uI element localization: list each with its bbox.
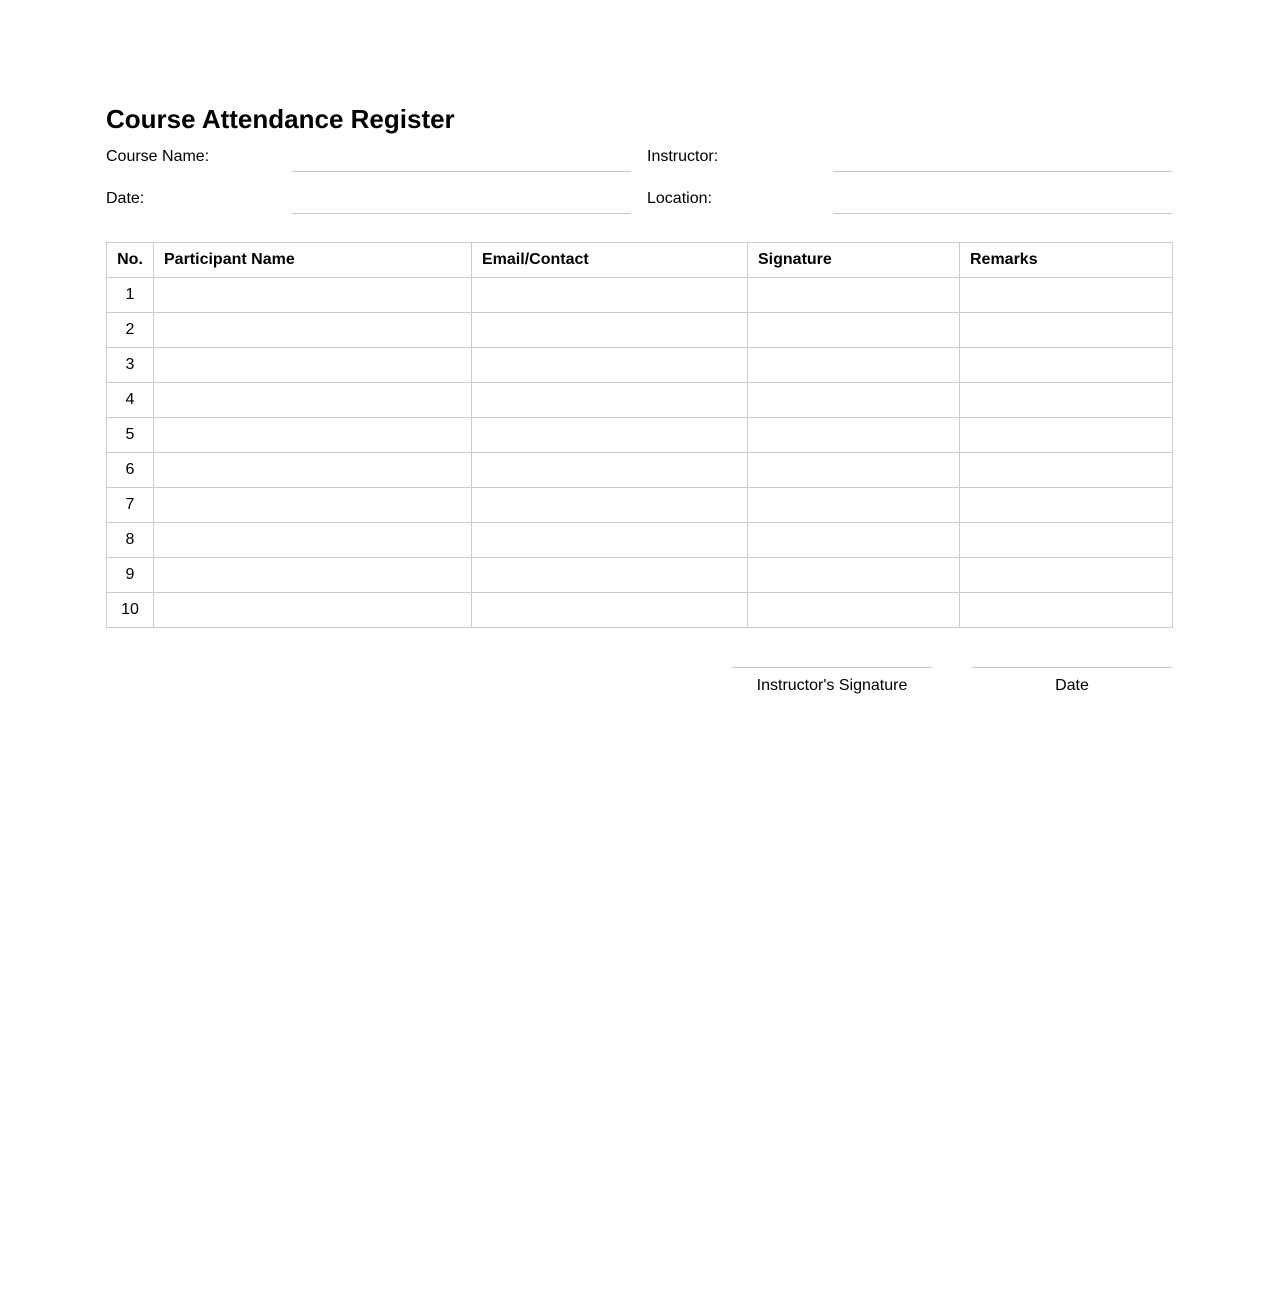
header-remarks: Remarks — [960, 243, 1173, 278]
remarks-cell[interactable] — [960, 278, 1173, 313]
signature-cell[interactable] — [748, 278, 960, 313]
signature-cell[interactable] — [748, 418, 960, 453]
table-row — [107, 593, 1173, 628]
participant-name-cell[interactable] — [154, 558, 472, 593]
row-number: 3 — [107, 348, 154, 383]
participant-name-cell[interactable] — [154, 278, 472, 313]
remarks-cell[interactable] — [960, 453, 1173, 488]
row-number: 10 — [107, 593, 154, 628]
table-row — [107, 558, 1173, 593]
signature-cell[interactable] — [748, 453, 960, 488]
signature-cell[interactable] — [748, 348, 960, 383]
email-contact-cell[interactable] — [472, 453, 748, 488]
signature-date-block — [972, 667, 1172, 696]
table-row — [107, 418, 1173, 453]
table-row — [107, 523, 1173, 558]
remarks-cell[interactable] — [960, 348, 1173, 383]
email-contact-cell[interactable] — [472, 383, 748, 418]
header-signature: Signature — [748, 243, 960, 278]
table-row — [107, 383, 1173, 418]
instructor-signature-line[interactable] — [732, 667, 932, 668]
participant-name-cell[interactable] — [154, 488, 472, 523]
table-row — [107, 278, 1173, 313]
signature-cell[interactable] — [748, 313, 960, 348]
participant-name-cell[interactable] — [154, 593, 472, 628]
course-name-label: Course Name: — [106, 148, 210, 165]
email-contact-cell[interactable] — [472, 593, 748, 628]
email-contact-cell[interactable] — [472, 523, 748, 558]
signature-date-label: Date — [1055, 677, 1089, 694]
row-number: 2 — [107, 313, 154, 348]
email-contact-cell[interactable] — [472, 418, 748, 453]
row-number: 1 — [107, 278, 154, 313]
row-number: 4 — [107, 383, 154, 418]
header-email-contact: Email/Contact — [472, 243, 748, 278]
remarks-cell[interactable] — [960, 558, 1173, 593]
email-contact-cell[interactable] — [472, 348, 748, 383]
email-contact-cell[interactable] — [472, 313, 748, 348]
instructor-label: Instructor: — [647, 148, 719, 165]
signature-cell[interactable] — [748, 383, 960, 418]
participant-name-cell[interactable] — [154, 418, 472, 453]
row-number: 7 — [107, 488, 154, 523]
signature-cell[interactable] — [748, 593, 960, 628]
header-no: No. — [107, 243, 154, 278]
remarks-cell[interactable] — [960, 418, 1173, 453]
location-field[interactable] — [833, 213, 1172, 214]
attendance-table — [106, 242, 1173, 628]
table-row — [107, 313, 1173, 348]
signature-date-line[interactable] — [972, 667, 1172, 668]
row-number: 8 — [107, 523, 154, 558]
signature-cell[interactable] — [748, 488, 960, 523]
table-row — [107, 453, 1173, 488]
date-label: Date: — [106, 190, 145, 207]
signature-cell[interactable] — [748, 523, 960, 558]
participant-name-cell[interactable] — [154, 453, 472, 488]
email-contact-cell[interactable] — [472, 558, 748, 593]
date-field[interactable] — [292, 213, 631, 214]
participant-name-cell[interactable] — [154, 348, 472, 383]
participant-name-cell[interactable] — [154, 383, 472, 418]
header-participant-name: Participant Name — [154, 243, 472, 278]
row-number: 9 — [107, 558, 154, 593]
course-name-field[interactable] — [292, 171, 631, 172]
participant-name-cell[interactable] — [154, 523, 472, 558]
instructor-field[interactable] — [833, 171, 1172, 172]
table-row — [107, 348, 1173, 383]
signature-cell[interactable] — [748, 558, 960, 593]
table-row — [107, 488, 1173, 523]
email-contact-cell[interactable] — [472, 488, 748, 523]
table-header-row — [107, 243, 1173, 278]
remarks-cell[interactable] — [960, 593, 1173, 628]
participant-name-cell[interactable] — [154, 313, 472, 348]
location-label: Location: — [647, 190, 712, 207]
remarks-cell[interactable] — [960, 313, 1173, 348]
instructor-signature-block — [732, 667, 932, 696]
page-title: Course Attendance Register — [106, 104, 455, 134]
remarks-cell[interactable] — [960, 488, 1173, 523]
row-number: 6 — [107, 453, 154, 488]
row-number: 5 — [107, 418, 154, 453]
remarks-cell[interactable] — [960, 383, 1173, 418]
instructor-signature-label: Instructor's Signature — [756, 677, 908, 694]
remarks-cell[interactable] — [960, 523, 1173, 558]
email-contact-cell[interactable] — [472, 278, 748, 313]
